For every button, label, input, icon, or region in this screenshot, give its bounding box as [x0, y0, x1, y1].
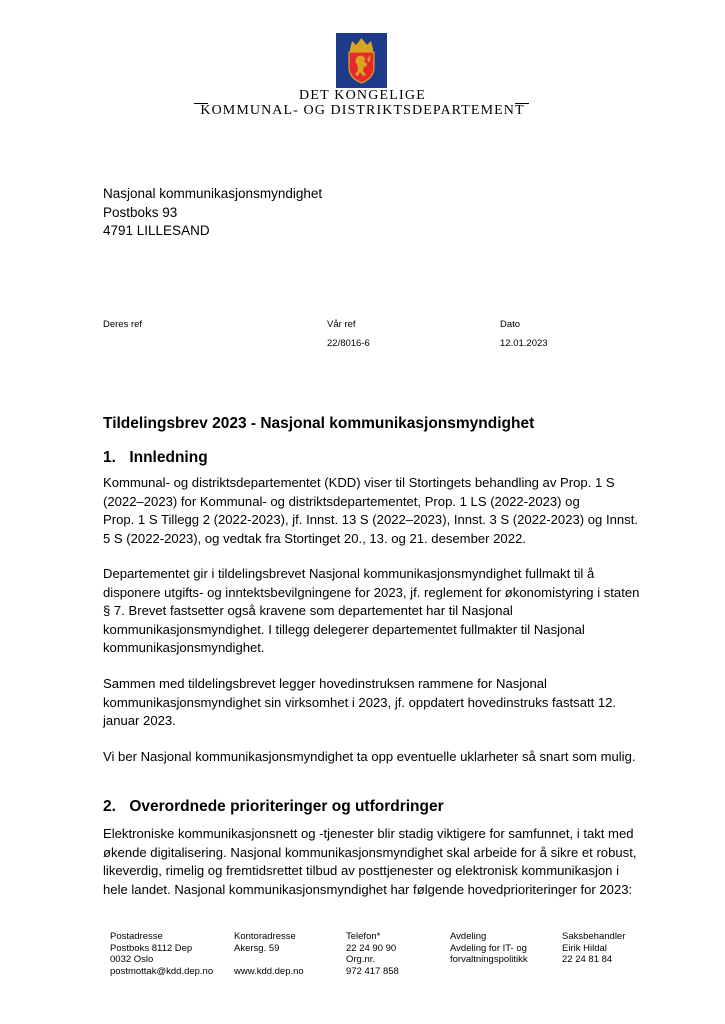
footer-label: Avdeling [450, 931, 487, 942]
section1-paragraph2 [103, 565, 658, 658]
date-ref [500, 319, 548, 350]
footer-value: 22 24 90 90 [346, 942, 397, 954]
footer-department [450, 931, 528, 966]
text-line: Vi ber Nasjonal kommunikasjonsmyndighet ta opp eventuelle uklarheter så snart som mulig. [103, 749, 636, 764]
text-line: § 7. Brevet fastsetter også kravene som departementet har til Nasjonal [103, 603, 513, 618]
footer-case-officer [562, 931, 625, 966]
footer-value: 0032 Oslo [110, 954, 154, 965]
text-line: kommunikasjonsmyndighet. I tillegg delegerer departementet fullmakter til Nasjonal [103, 621, 585, 637]
footer-label: Postadresse [110, 931, 163, 942]
letter-title: Tildelingsbrev 2023 - Nasjonal kommunikasjonsmyndighet [103, 415, 535, 432]
date-label: Dato [500, 319, 521, 330]
section1-title: Innledning [129, 449, 208, 466]
footer-phone [346, 931, 399, 977]
recipient-address [103, 185, 322, 241]
text-line: kommunikasjonsmyndighet sin virksomhet i 2023, jf. oppdatert hovedinstruks fastsatt 12. [103, 694, 617, 710]
footer-value: Postboks 8112 Dep [110, 942, 193, 954]
section1-paragraph4 [103, 748, 658, 767]
date-value: 12.01.2023 [500, 338, 548, 349]
section2-paragraph1 [103, 825, 658, 899]
department-name-line2: KOMMUNAL- OG DISTRIKTSDEPARTEMENT [200, 103, 525, 118]
var-ref-value: 22/8016-6 [327, 338, 370, 349]
footer-website[interactable]: www.kdd.dep.no [234, 965, 304, 977]
footer-label: Org.nr. [346, 954, 376, 965]
footer-value: 972 417 858 [346, 965, 399, 977]
footer-label: Saksbehandler [562, 931, 626, 942]
text-line: Prop. 1 S Tillegg 2 (2022-2023), jf. Innst. 13 S (2022–2023), Innst. 3 S (2022-2023) og Innst. [103, 512, 638, 527]
section2-title: Overordnede prioriteringer og utfordringer [129, 798, 444, 815]
text-line: Sammen med tildelingsbrevet legger hovedinstruksen rammene for Nasjonal [103, 676, 547, 691]
footer-value: 22 24 81 84 [562, 954, 613, 965]
section2-number: 2. [103, 798, 116, 815]
section2-heading [103, 798, 444, 816]
text-line: økende digitalisering. Nasjonal kommunikasjonsmyndighet skal arbeide for å sikre et robust, [103, 844, 637, 860]
var-ref [327, 319, 370, 350]
recipient-name: Nasjonal kommunikasjonsmyndighet [103, 186, 323, 201]
footer-value: forvaltningspolitikk [450, 954, 528, 965]
footer-label: Telefon* [346, 931, 381, 942]
text-line: Kommunal- og distriktsdepartementet (KDD) viser til Stortingets behandling av Prop. 1 S [103, 475, 615, 490]
footer-postal-address [110, 931, 213, 977]
text-line: kommunikasjonsmyndighet. [103, 640, 265, 655]
text-line: disponere utgifts- og inntektsbevilgningene for 2023, jf. reglement for økonomistyring i staten [103, 584, 640, 600]
text-line: Departementet gir i tildelingsbrevet Nasjonal kommunikasjonsmyndighet fullmakt til å [103, 566, 595, 581]
text-line: Elektroniske kommunikasjonsnett og -tjenester blir stadig viktigere for samfunnet, i takt med [103, 826, 634, 841]
recipient-city: 4791 LILLESAND [103, 223, 210, 238]
footer-value: Avdeling for IT- og [450, 942, 527, 954]
department-name-line1: DET KONGELIGE [299, 88, 426, 103]
footer-office-address [234, 931, 304, 977]
section1-heading [103, 449, 208, 467]
footer-label: Kontoradresse [234, 931, 296, 942]
footer-value: Akersg. 59 [234, 942, 280, 954]
section1-paragraph1 [103, 474, 658, 548]
footer-email[interactable]: postmottak@kdd.dep.no [110, 965, 214, 977]
footer-value [234, 954, 304, 966]
var-ref-label: Vår ref [327, 319, 356, 330]
section1-paragraph3 [103, 675, 658, 731]
text-line: (2022–2023) for Kommunal- og distriktsdepartementet, Prop. 1 LS (2022-2023) og [103, 493, 580, 509]
footer-value: Eirik Hildal [562, 942, 607, 954]
coat-of-arms-logo [336, 33, 387, 88]
text-line: hele landet. Nasjonal kommunikasjonsmyndighet har følgende hovedprioriteringer for 2023: [103, 881, 633, 897]
text-line: januar 2023. [103, 713, 176, 728]
recipient-postbox: Postboks 93 [103, 204, 178, 220]
deres-ref [103, 319, 142, 331]
section1-number: 1. [103, 449, 116, 466]
text-line: likeverdig, rimelig og fremtidsrettet tilbud av posttjenester og elektronisk kommunikasjon i [103, 863, 619, 878]
text-line: 5 S (2022-2023), og vedtak fra Stortinget 20., 13. og 21. desember 2022. [103, 530, 526, 546]
deres-ref-label: Deres ref [103, 319, 143, 330]
